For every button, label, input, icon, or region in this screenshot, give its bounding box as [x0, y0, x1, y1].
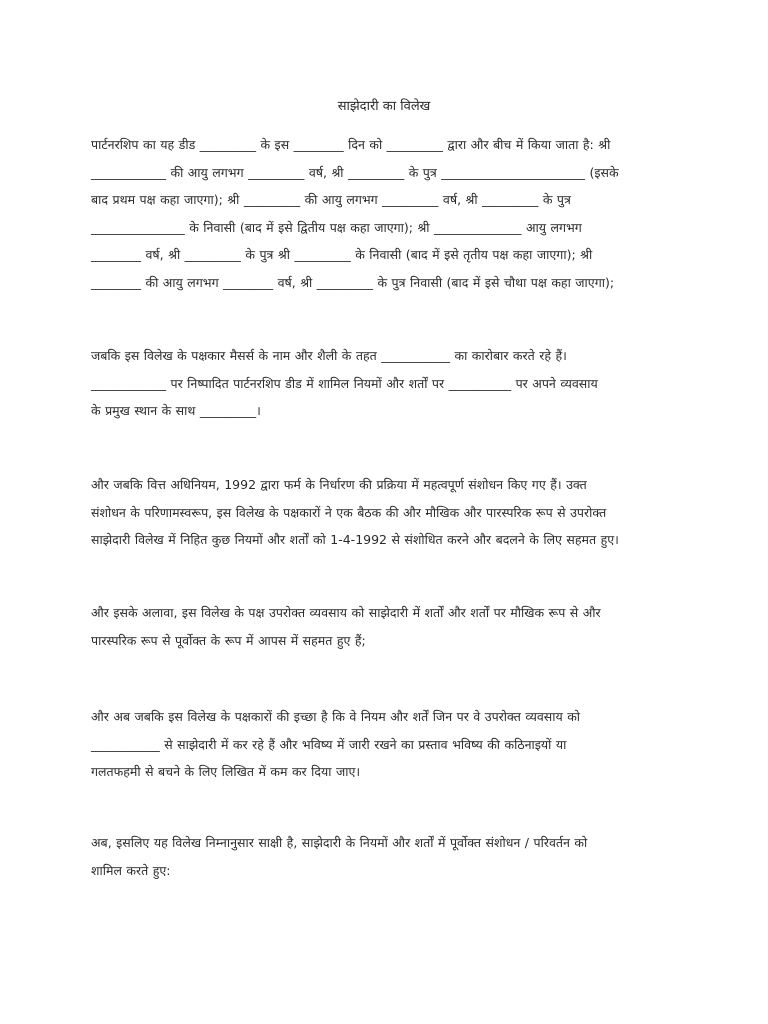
document-title: साझेदारी का विलेख [337, 99, 431, 114]
text-line: और अब जबकि इस विलेख के पक्षकारों की इच्छा है कि वे नियम और शर्तें जिन पर वे उपरोक्त व्यवसाय को [91, 709, 581, 724]
paragraph-parties [91, 131, 677, 296]
text-line: अब, इसलिए यह विलेख निम्नानुसार साक्षी है, साझेदारी के नियमों और शर्तों में पूर्वोक्त संशोधन / परिवर्तन को [91, 835, 588, 850]
paragraph-witnesseth [91, 829, 677, 884]
text-line: संशोधन के परिणामस्वरूप, इस विलेख के पक्षकारों ने एक बैठक की और मौखिक और पारस्परिक रूप से उपरोक्त [91, 504, 607, 520]
text-line: ________ की आयु लगभग ________ वर्ष, श्री _________ के पुत्र निवासी (बाद में इसे चौथा पक्ष कहा जाएगा); [91, 274, 615, 290]
text-line: गलतफहमी से बचने के लिए लिखित में कम कर दिया जाए। [91, 764, 361, 779]
text-line: पारस्परिक रूप से पूर्वोक्त के रूप में आपस में सहमत हुए हैं; [91, 632, 366, 648]
paragraph-intent [91, 703, 677, 786]
text-line: शामिल करते हुए: [91, 862, 171, 878]
text-line: और इसके अलावा, इस विलेख के पक्ष उपरोक्त व्यवसाय को साझेदारी में शर्तों और शर्तों पर मौखिक रूप से और [91, 605, 601, 620]
text-line: _______________ के निवासी (बाद में इसे द्वितीय पक्ष कहा जाएगा); श्री ______________ आयु लगभग [91, 219, 582, 235]
text-line: ____________ पर निष्पादित पार्टनरशिप डीड में शामिल नियमों और शर्तों पर __________ पर अपने व्यवसाय [91, 375, 598, 391]
text-line: पार्टनरशिप का यह डीड _________ के इस ________ दिन को _________ द्वारा और बीच में किया जाता है: श्री [91, 137, 611, 152]
paragraph-agreement [91, 599, 677, 654]
text-line: ____________ की आयु लगभग _________ वर्ष, श्री _________ के पुत्र _______________________ (इसके [91, 164, 619, 180]
text-line: जबकि इस विलेख के पक्षकार मैसर्स के नाम और शैली के तहत ___________ का कारोबार करते रहे हैं। [91, 348, 567, 363]
text-line: बाद प्रथम पक्ष कहा जाएगा); श्री _________ की आयु लगभग _________ वर्ष, श्री _________ के पुत्र [91, 192, 571, 207]
paragraph-finance-act [91, 471, 677, 554]
text-line: ___________ से साझेदारी में कर रहे हैं और भविष्य में जारी रखने का प्रस्ताव भविष्य की कठिनाइयों या [91, 736, 567, 752]
text-line: और जबकि वित्त अधिनियम, 1992 द्वारा फर्म के निर्धारण की प्रक्रिया में महत्वपूर्ण संशोधन किए गए हैं। उक्त [91, 477, 587, 492]
text-line: के प्रमुख स्थान के साथ _________। [91, 403, 261, 418]
text-line: साझेदारी विलेख में निहित कुछ नियमों और शर्तों को 1-4-1992 से संशोधित करने और बदलने के लिए सहमत हुए। [91, 532, 619, 547]
paragraph-business [91, 342, 677, 425]
text-line: ________ वर्ष, श्री _________ के पुत्र श्री _________ के निवासी (बाद में इसे तृतीय पक्ष कहा जाएगा); श्री [91, 247, 593, 262]
